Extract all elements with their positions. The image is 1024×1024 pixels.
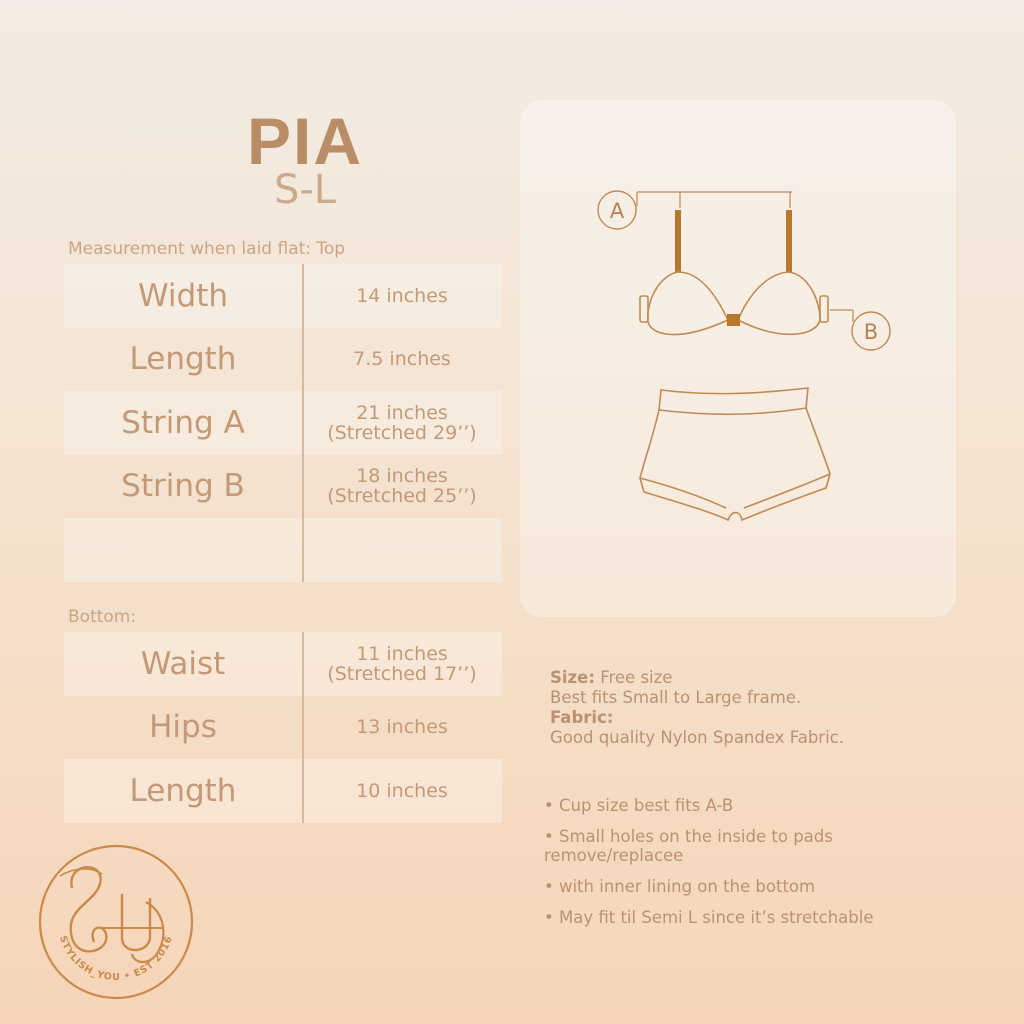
marker-a xyxy=(598,191,636,229)
column-divider xyxy=(302,632,304,696)
row-value xyxy=(302,391,502,455)
column-divider xyxy=(302,328,304,392)
column-divider xyxy=(302,759,304,823)
row-label: Hips xyxy=(149,709,217,746)
row-label xyxy=(64,518,302,582)
list-item: • May fit til Semi L since it’s stretchable xyxy=(544,908,874,927)
bottom-section-label: Bottom: xyxy=(68,607,137,627)
row-label: Waist xyxy=(140,645,226,682)
row-value xyxy=(302,759,502,823)
column-divider xyxy=(302,264,304,328)
top-measurement-table xyxy=(64,264,502,582)
column-divider xyxy=(302,696,304,760)
features-list xyxy=(544,796,964,939)
row-value xyxy=(302,455,502,519)
marker-b-label: B xyxy=(863,320,879,344)
value-text: 7.5 inches xyxy=(353,348,451,371)
row-label: Length xyxy=(129,341,237,378)
table-row xyxy=(64,264,502,328)
marker-a-label: A xyxy=(609,199,625,223)
bottom-measurement-table xyxy=(64,632,502,823)
row-label: String B xyxy=(121,468,245,505)
bottom-shorts-outline xyxy=(640,388,830,520)
bikini-diagram xyxy=(520,100,956,617)
size-label: Size: xyxy=(550,668,595,687)
stretched-note: (Stretched 29’’) xyxy=(327,421,477,444)
list-item: • Small holes on the inside to pads remove/replacee xyxy=(544,827,833,865)
value-text: 14 inches xyxy=(356,284,448,307)
value-text: 18 inches xyxy=(356,465,448,488)
table-row xyxy=(64,632,502,696)
product-name: PIA xyxy=(246,104,364,178)
list-item: • with inner lining on the bottom xyxy=(544,877,816,896)
table-row xyxy=(64,696,502,760)
row-value xyxy=(302,696,502,760)
string-a-bracket xyxy=(637,192,792,208)
size-range: S-L xyxy=(273,167,337,213)
row-label: String A xyxy=(121,404,245,441)
center-clasp xyxy=(727,314,740,326)
table-row xyxy=(64,518,502,582)
table-row xyxy=(64,328,502,392)
value-text: 13 inches xyxy=(356,716,448,739)
size-desc: Best fits Small to Large frame. xyxy=(550,688,802,707)
stylish-you-logo xyxy=(36,842,196,1002)
string-b-bracket xyxy=(830,310,853,322)
value-text: 10 inches xyxy=(356,779,448,802)
stretched-note: (Stretched 17’’) xyxy=(327,662,477,685)
column-divider xyxy=(302,518,304,582)
brand-logo xyxy=(36,842,196,1006)
value-text: 11 inches xyxy=(356,642,448,665)
garment-diagram-panel xyxy=(520,100,956,617)
column-divider xyxy=(302,455,304,519)
fabric-desc: Good quality Nylon Spandex Fabric. xyxy=(550,728,844,747)
marker-b xyxy=(852,312,890,350)
value-text: 21 inches xyxy=(356,401,448,424)
list-item: • Cup size best fits A-B xyxy=(544,796,734,815)
row-value xyxy=(302,632,502,696)
row-value xyxy=(302,518,502,582)
row-label: Length xyxy=(129,772,237,809)
size-value: Free size xyxy=(600,668,673,687)
stretched-note: (Stretched 25’’) xyxy=(327,485,477,508)
row-value xyxy=(302,264,502,328)
strap-left xyxy=(675,210,681,272)
row-value xyxy=(302,328,502,392)
table-row xyxy=(64,759,502,823)
fabric-label: Fabric: xyxy=(550,708,614,727)
table-row xyxy=(64,391,502,455)
strap-right xyxy=(786,210,792,272)
product-info xyxy=(550,668,844,748)
column-divider xyxy=(302,391,304,455)
table-row xyxy=(64,455,502,519)
row-label: Width xyxy=(137,277,229,314)
top-section-label: Measurement when laid flat: Top xyxy=(68,239,346,259)
logo-ring-text: STYLISH_YOU • EST 2016 xyxy=(56,934,176,984)
